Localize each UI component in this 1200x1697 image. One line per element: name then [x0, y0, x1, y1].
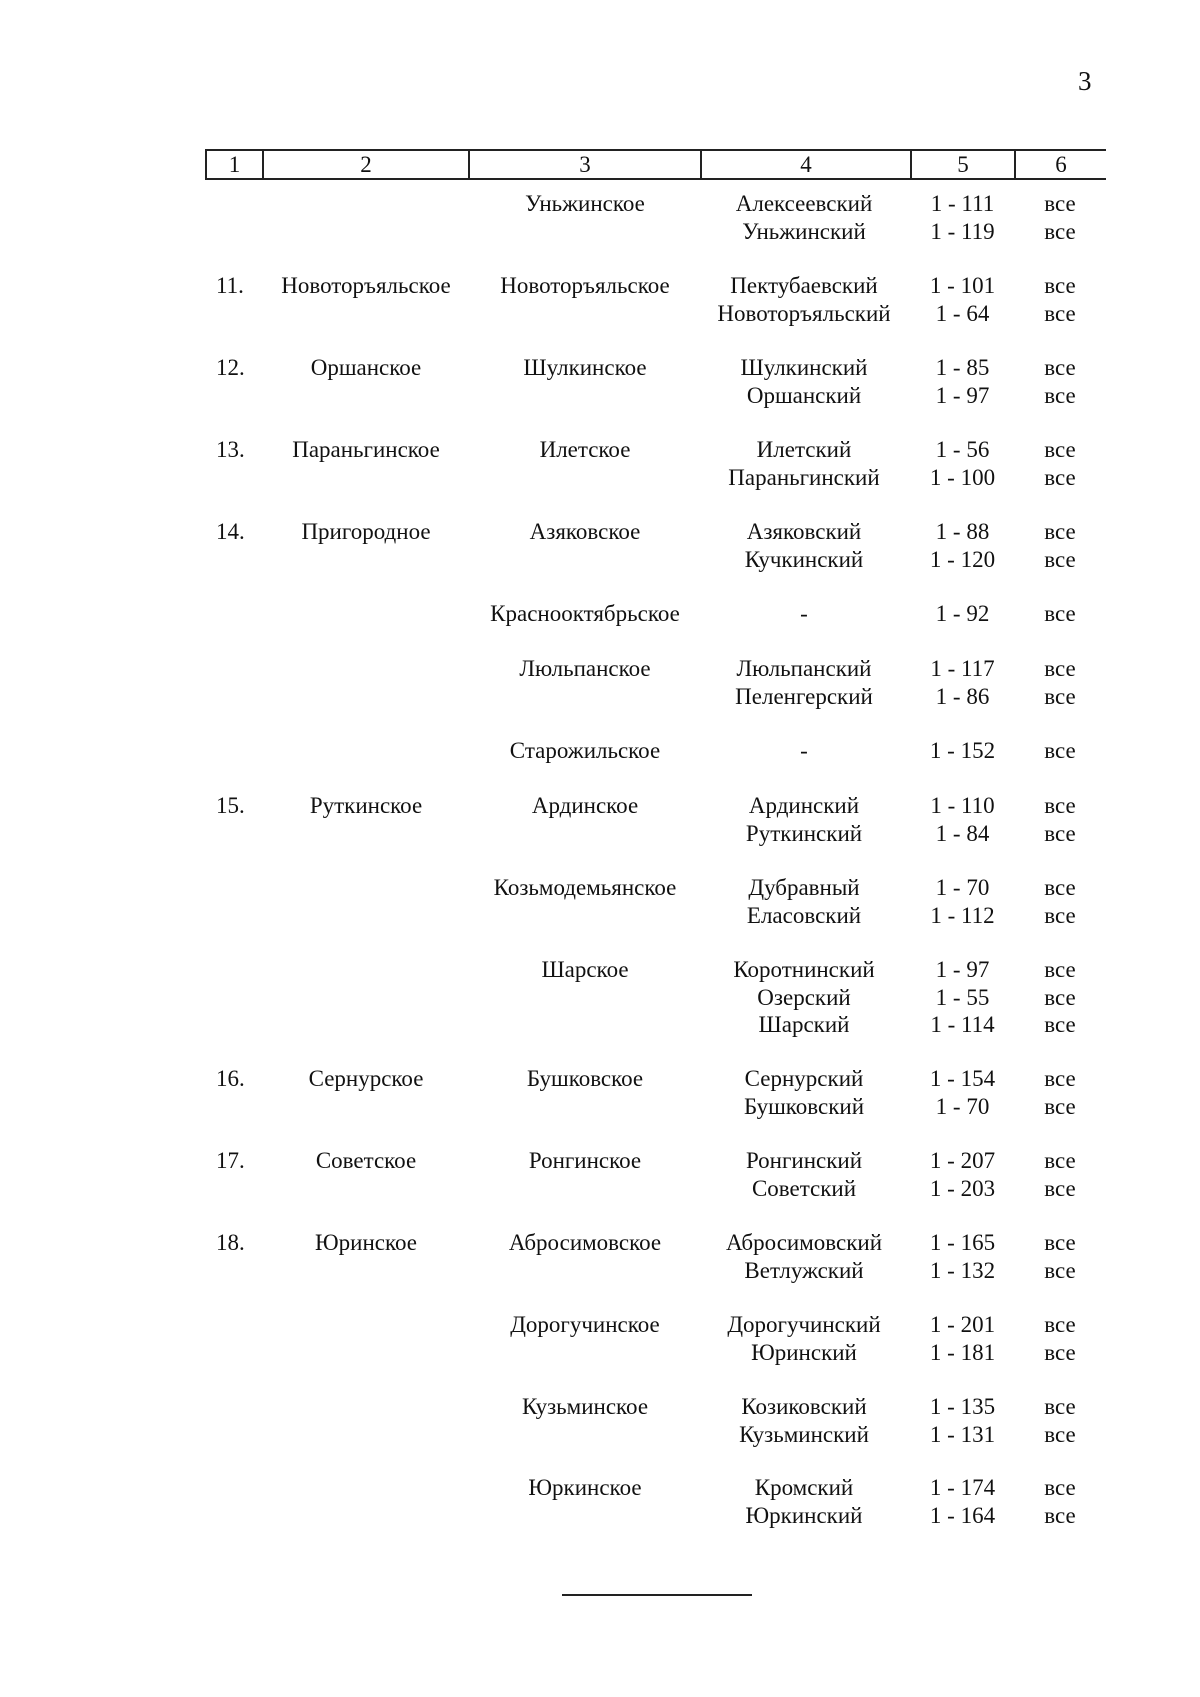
administration-name: Люльпанское — [519, 656, 651, 681]
settlement-name: Шарский — [758, 1012, 850, 1037]
row-number: 17. — [216, 1148, 245, 1173]
house-range: 1 - 154 — [929, 1066, 996, 1091]
scope-value: все — [1044, 355, 1076, 380]
administration-name: Илетское — [539, 437, 631, 462]
settlement-name: - — [800, 738, 808, 763]
house-range: 1 - 92 — [935, 601, 990, 626]
scope-value: все — [1044, 902, 1076, 928]
settlement-name: Уньжинский — [742, 218, 866, 244]
administration-name: Абросимовское — [508, 1230, 662, 1255]
district-name: Юринское — [315, 1230, 417, 1255]
administration-name: Новоторъяльское — [500, 273, 670, 298]
settlement-name: Илетский — [756, 437, 852, 462]
scope-value: все — [1044, 1093, 1076, 1119]
settlement-name: Азяковский — [746, 519, 862, 544]
house-range: 1 - 86 — [935, 683, 990, 709]
house-range: 1 - 201 — [929, 1312, 996, 1337]
administration-name: Юркинское — [528, 1475, 642, 1500]
scope-value: все — [1044, 875, 1076, 900]
administration-name: Старожильское — [509, 738, 661, 763]
settlement-name: Оршанский — [746, 382, 862, 408]
page-number: 3 — [1078, 66, 1092, 96]
administration-name: Кузьминское — [521, 1394, 649, 1419]
scope-value: все — [1044, 519, 1076, 544]
settlement-name: Кузьминский — [739, 1421, 869, 1447]
settlement-name: Козиковский — [741, 1394, 867, 1419]
house-range: 1 - 132 — [929, 1257, 996, 1283]
house-range: 1 - 181 — [929, 1339, 996, 1365]
scope-value: все — [1044, 601, 1076, 626]
house-range: 1 - 97 — [935, 957, 990, 982]
scope-value: все — [1044, 738, 1076, 763]
administration-name: Красноoктябрьское — [490, 601, 680, 626]
settlement-name: Пеленгерский — [735, 683, 873, 709]
district-name: Новоторъяльское — [281, 273, 451, 298]
header-col-2: 2 — [264, 151, 470, 178]
row-number: 15. — [216, 793, 245, 818]
house-range: 1 - 85 — [935, 355, 990, 380]
settlement-name: Люльпанский — [736, 656, 872, 681]
scope-value: все — [1044, 1230, 1076, 1255]
house-range: 1 - 112 — [930, 902, 995, 928]
scope-value: все — [1044, 1475, 1076, 1500]
scope-value: все — [1044, 1394, 1076, 1419]
scope-value: все — [1044, 1257, 1076, 1283]
settlement-name: Дубравный — [748, 875, 860, 900]
settlement-name: Руткинский — [745, 820, 863, 846]
settlement-name: Ронгинский — [745, 1148, 863, 1173]
scope-value: все — [1044, 1012, 1076, 1037]
settlement-name: Озерский — [757, 984, 851, 1010]
house-range: 1 - 88 — [935, 519, 990, 544]
settlement-name: Ардинский — [748, 793, 860, 818]
administration-name: Уньжинское — [525, 191, 645, 216]
house-range: 1 - 97 — [935, 382, 990, 408]
settlement-name: Дорогучинский — [727, 1312, 881, 1337]
house-range: 1 - 164 — [929, 1502, 996, 1528]
administration-name: Ардинское — [531, 793, 639, 818]
settlement-name: Алексеевский — [735, 191, 873, 216]
scope-value: все — [1044, 793, 1076, 818]
settlement-name: Ветлужский — [744, 1257, 864, 1283]
scope-value: все — [1044, 191, 1076, 216]
scope-value: все — [1044, 984, 1076, 1010]
row-number: 14. — [216, 519, 245, 544]
settlement-name: Коротнинский — [733, 957, 875, 982]
end-rule — [562, 1594, 752, 1596]
settlement-name: Еласовский — [746, 902, 862, 928]
house-range: 1 - 174 — [929, 1475, 996, 1500]
scope-value: все — [1044, 273, 1076, 298]
row-number: 12. — [216, 355, 245, 380]
administration-name: Бушковское — [526, 1066, 644, 1091]
header-col-3: 3 — [470, 151, 702, 178]
house-range: 1 - 111 — [930, 191, 995, 216]
header-col-4: 4 — [702, 151, 912, 178]
house-range: 1 - 203 — [929, 1175, 996, 1201]
scope-value: все — [1044, 1421, 1076, 1447]
house-range: 1 - 152 — [929, 738, 996, 763]
scope-value: все — [1044, 382, 1076, 408]
administration-name: Шулкинское — [523, 355, 647, 380]
house-range: 1 - 70 — [935, 1093, 990, 1119]
settlement-name: Шулкинский — [740, 355, 868, 380]
scope-value: все — [1044, 218, 1076, 244]
settlement-name: Советский — [751, 1175, 857, 1201]
scope-value: все — [1044, 820, 1076, 846]
settlement-name: Новоторъяльский — [717, 300, 891, 326]
scope-value: все — [1044, 1312, 1076, 1337]
settlement-name: Юринский — [751, 1339, 857, 1365]
scope-value: все — [1044, 546, 1076, 572]
scope-value: все — [1044, 957, 1076, 982]
settlement-name: Параньгинский — [728, 464, 880, 490]
header-col-5: 5 — [912, 151, 1016, 178]
scope-value: все — [1044, 1175, 1076, 1201]
scope-value: все — [1044, 656, 1076, 681]
row-number: 13. — [216, 437, 245, 462]
house-range: 1 - 55 — [935, 984, 990, 1010]
district-name: Советское — [315, 1148, 417, 1173]
house-range: 1 - 120 — [929, 546, 996, 572]
house-range: 1 - 64 — [935, 300, 990, 326]
district-name: Пригородное — [301, 519, 431, 544]
house-range: 1 - 56 — [935, 437, 990, 462]
scope-value: все — [1044, 1066, 1076, 1091]
settlement-name: Бушковский — [743, 1093, 865, 1119]
house-range: 1 - 131 — [929, 1421, 996, 1447]
district-name: Параньгинское — [292, 437, 440, 462]
settlement-name: Кромский — [754, 1475, 854, 1500]
scope-value: все — [1044, 300, 1076, 326]
scope-value: все — [1044, 683, 1076, 709]
house-range: 1 - 119 — [930, 218, 995, 244]
administration-name: Азяковское — [529, 519, 641, 544]
header-col-6: 6 — [1055, 152, 1067, 177]
settlement-name: - — [800, 601, 808, 626]
administration-name: Козьмодемьянское — [493, 875, 677, 900]
house-range: 1 - 117 — [930, 656, 995, 681]
house-range: 1 - 114 — [930, 1012, 995, 1037]
settlement-name: Сернурский — [744, 1066, 864, 1091]
row-number: 11. — [216, 273, 244, 298]
administration-name: Ронгинское — [528, 1148, 642, 1173]
house-range: 1 - 110 — [930, 793, 995, 818]
scope-value: все — [1044, 1339, 1076, 1365]
house-range: 1 - 165 — [929, 1230, 996, 1255]
header-col-1: 1 — [207, 151, 264, 178]
house-range: 1 - 84 — [935, 820, 990, 846]
settlement-name: Пектубаевский — [730, 273, 878, 298]
house-range: 1 - 101 — [929, 273, 996, 298]
scope-value: все — [1044, 1148, 1076, 1173]
house-range: 1 - 135 — [929, 1394, 996, 1419]
settlement-name: Юркинский — [745, 1502, 863, 1528]
administration-name: Дорогучинское — [510, 1312, 660, 1337]
house-range: 1 - 70 — [935, 875, 990, 900]
scope-value: все — [1044, 437, 1076, 462]
settlement-name: Кучкинский — [744, 546, 864, 572]
administration-name: Шарское — [541, 957, 629, 982]
district-name: Оршанское — [310, 355, 422, 380]
house-range: 1 - 100 — [929, 464, 996, 490]
scope-value: все — [1044, 464, 1076, 490]
row-number: 18. — [216, 1230, 245, 1255]
district-name: Руткинское — [309, 793, 423, 818]
house-range: 1 - 207 — [929, 1148, 996, 1173]
scope-value: все — [1044, 1502, 1076, 1528]
district-name: Сернурское — [308, 1066, 424, 1091]
row-number: 16. — [216, 1066, 245, 1091]
settlement-name: Абросимовский — [725, 1230, 882, 1255]
